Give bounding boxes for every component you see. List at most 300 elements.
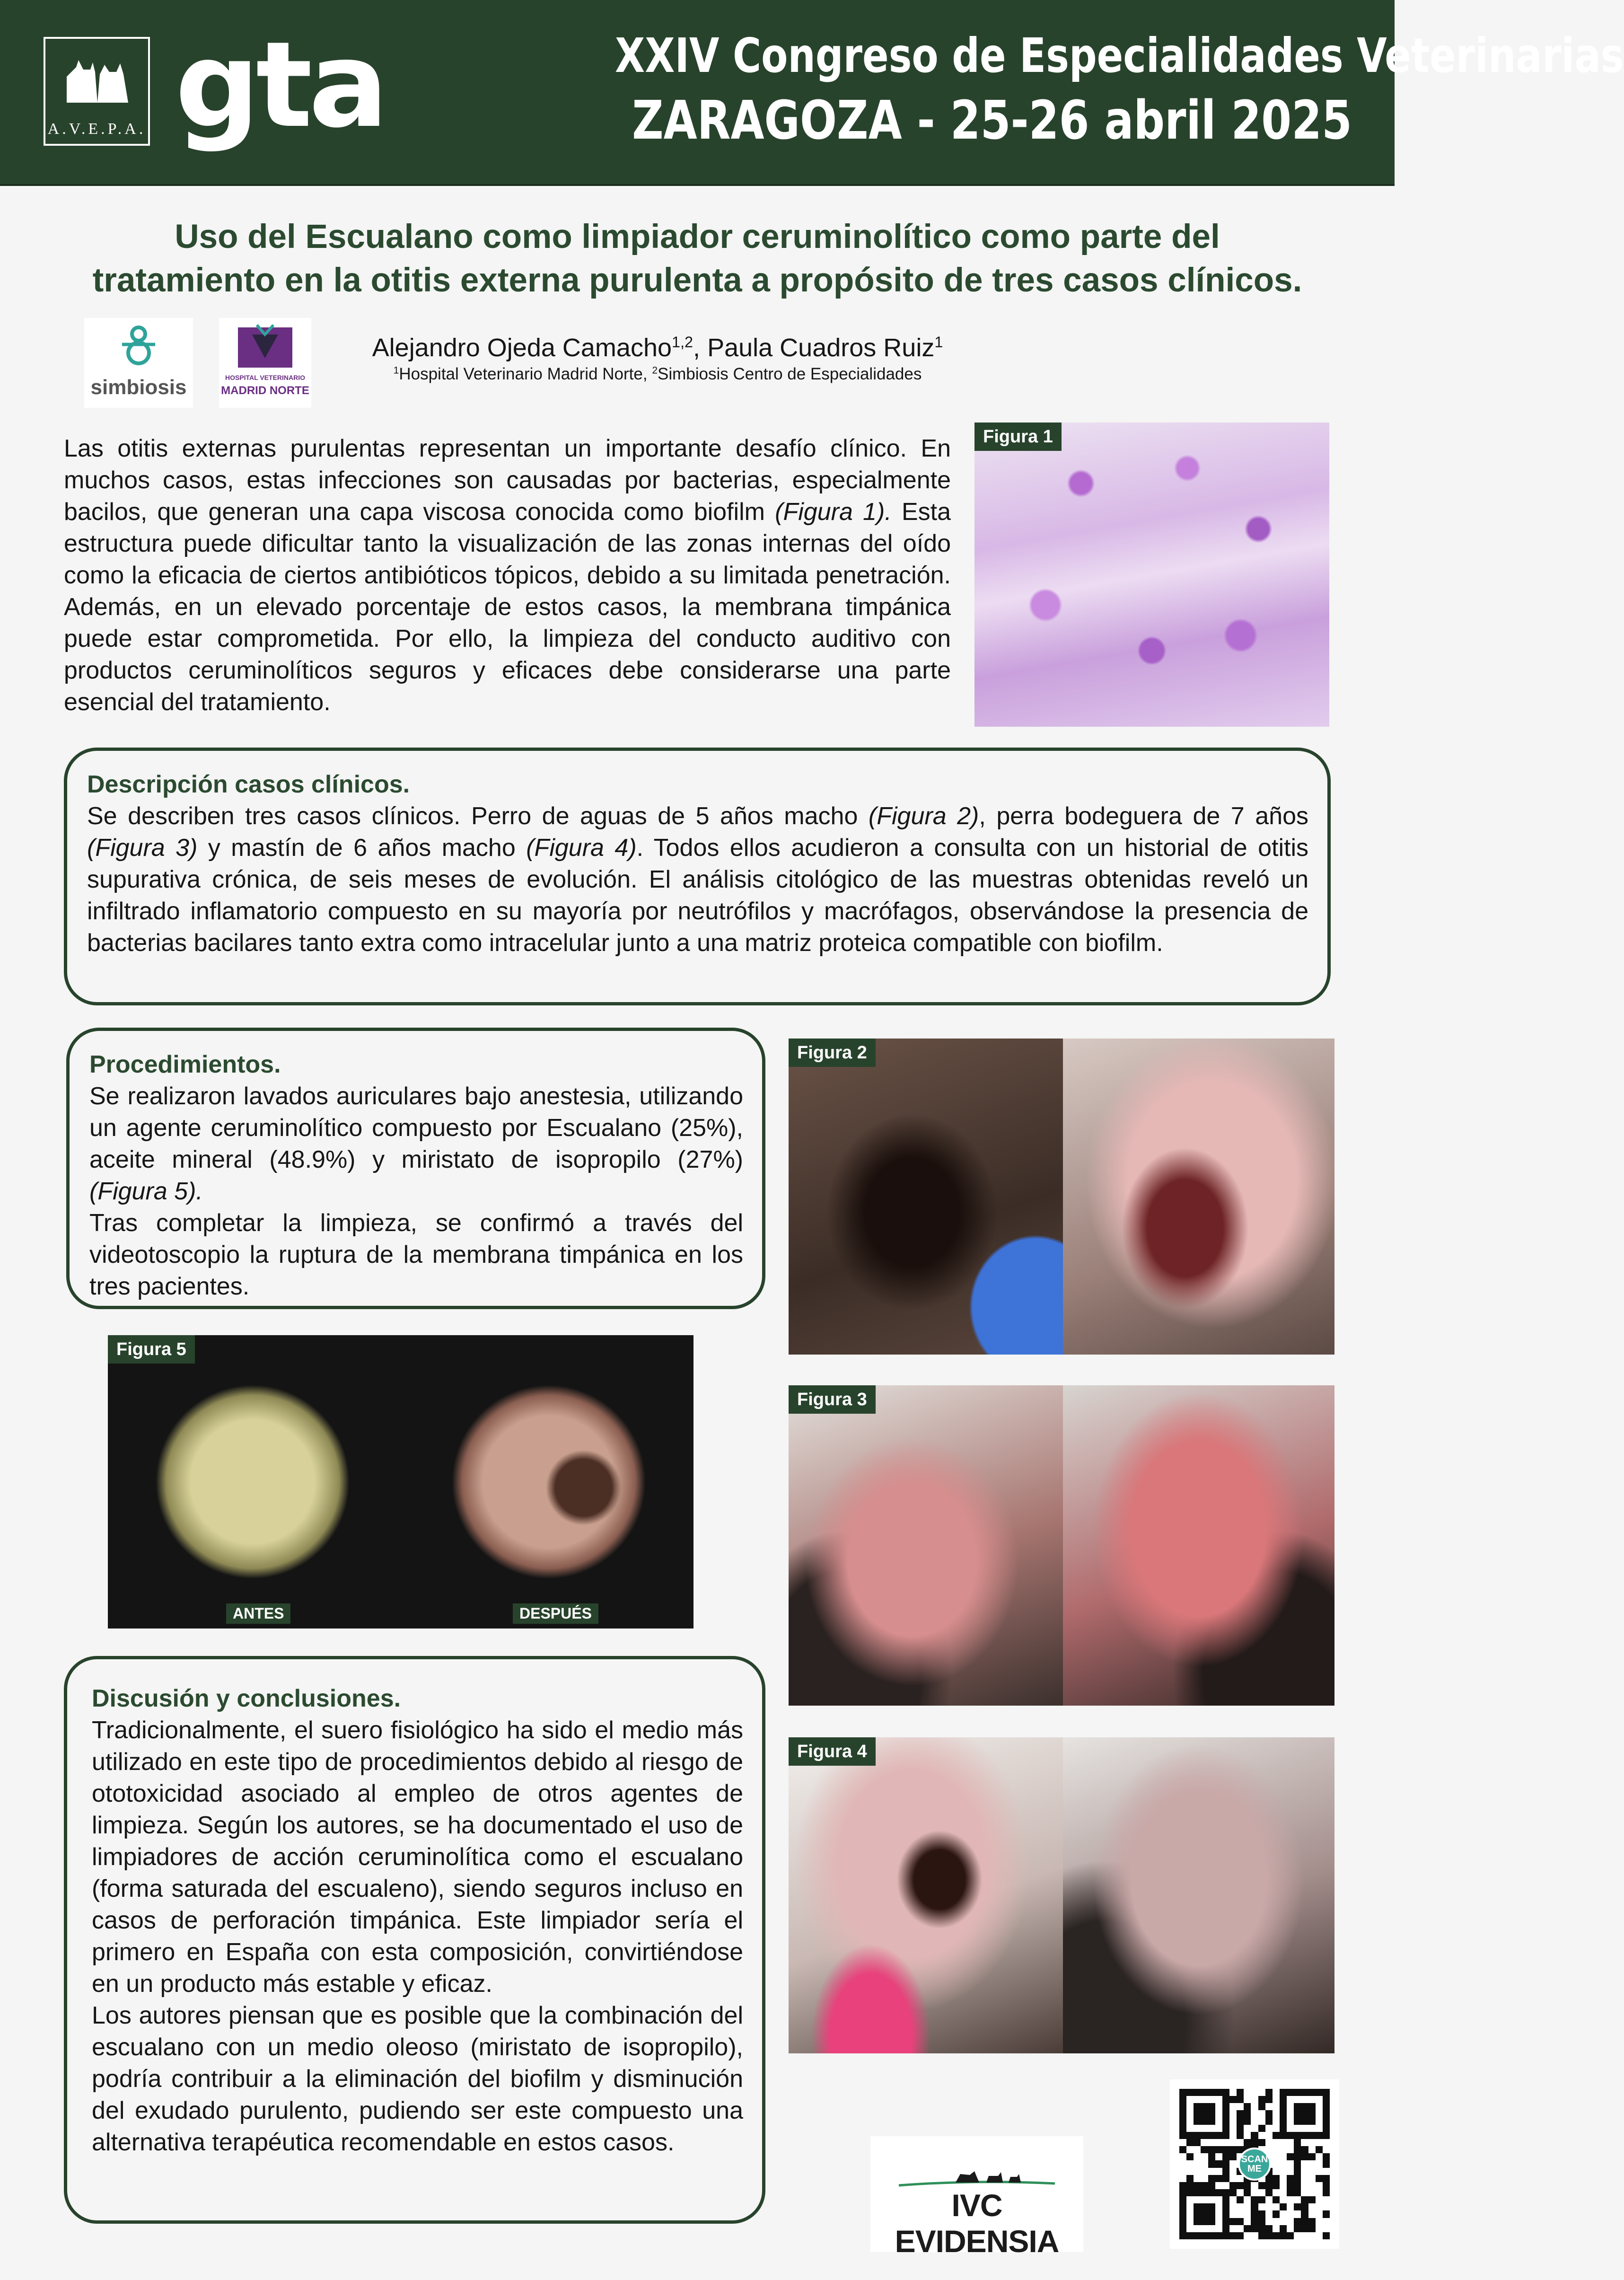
- qr-module: [1301, 2146, 1308, 2153]
- qr-module: [1186, 2196, 1194, 2203]
- qr-module: [1258, 2139, 1265, 2146]
- qr-module: [1323, 2160, 1330, 2167]
- qr-module: [1280, 2232, 1287, 2239]
- figure-2-ear-before-image: [789, 1039, 1063, 1355]
- qr-module: [1208, 2225, 1215, 2232]
- qr-module: [1208, 2160, 1215, 2167]
- qr-module: [1273, 2196, 1280, 2203]
- qr-module: [1222, 2225, 1229, 2232]
- qr-module: [1265, 2225, 1273, 2232]
- congress-title: [453, 24, 1624, 154]
- qr-module: [1208, 2232, 1215, 2239]
- qr-module: [1179, 2182, 1186, 2189]
- qr-module: [1301, 2089, 1308, 2096]
- qr-module: [1301, 2189, 1308, 2196]
- qr-module: [1237, 2232, 1244, 2239]
- qr-module: [1237, 2096, 1244, 2103]
- qr-module: [1237, 2203, 1244, 2210]
- qr-module: [1179, 2132, 1186, 2139]
- qr-module: [1323, 2110, 1330, 2117]
- qr-module: [1194, 2225, 1201, 2232]
- qr-module: [1280, 2218, 1287, 2225]
- qr-module: [1201, 2160, 1208, 2167]
- qr-module: [1273, 2096, 1280, 2103]
- qr-module: [1308, 2210, 1316, 2218]
- qr-module: [1201, 2210, 1208, 2218]
- qr-module: [1215, 2146, 1222, 2153]
- animals-icon: [64, 58, 131, 105]
- qr-module: [1294, 2182, 1301, 2189]
- madrid-norte-logo: [219, 318, 311, 408]
- qr-module: [1251, 2182, 1258, 2189]
- qr-module: [1265, 2210, 1273, 2218]
- qr-module: [1229, 2110, 1237, 2117]
- author-separator: ,: [693, 334, 708, 362]
- qr-module: [1201, 2139, 1208, 2146]
- qr-module: [1294, 2203, 1301, 2210]
- qr-module: [1301, 2218, 1308, 2225]
- qr-module: [1179, 2218, 1186, 2225]
- qr-module: [1215, 2139, 1222, 2146]
- before-caption: ANTES: [226, 1603, 290, 1624]
- qr-module: [1186, 2089, 1194, 2096]
- madrid-norte-text: MADRID NORTE: [221, 384, 309, 397]
- avepa-text: A.V.E.P.A.: [47, 120, 146, 138]
- author-2-affil: 1: [934, 334, 943, 351]
- qr-module: [1323, 2132, 1330, 2139]
- qr-module: [1280, 2118, 1287, 2125]
- qr-module: [1215, 2196, 1222, 2203]
- qr-module: [1194, 2153, 1201, 2160]
- qr-module: [1301, 2168, 1308, 2175]
- qr-module: [1308, 2096, 1316, 2103]
- qr-module: [1265, 2203, 1273, 2210]
- qr-module: [1294, 2132, 1301, 2139]
- qr-module: [1201, 2110, 1208, 2117]
- qr-module: [1179, 2146, 1186, 2153]
- qr-module: [1186, 2125, 1194, 2132]
- qr-module: [1301, 2160, 1308, 2167]
- qr-module: [1179, 2089, 1186, 2096]
- qr-module: [1301, 2096, 1308, 2103]
- qr-module: [1316, 2103, 1323, 2110]
- qr-module: [1201, 2218, 1208, 2225]
- qr-module: [1229, 2146, 1237, 2153]
- qr-module: [1265, 2139, 1273, 2146]
- qr-module: [1273, 2175, 1280, 2182]
- qr-module: [1186, 2225, 1194, 2232]
- qr-module: [1222, 2118, 1229, 2125]
- qr-module: [1316, 2196, 1323, 2203]
- qr-module: [1308, 2132, 1316, 2139]
- qr-code[interactable]: [1170, 2079, 1339, 2249]
- qr-module: [1308, 2189, 1316, 2196]
- qr-module: [1258, 2196, 1265, 2203]
- qr-module: [1186, 2203, 1194, 2210]
- qr-module: [1301, 2103, 1308, 2110]
- scan-me-badge: SCAN ME: [1238, 2148, 1271, 2181]
- figure-3-label: Figura 3: [789, 1385, 876, 1414]
- qr-module: [1280, 2182, 1287, 2189]
- figure-2-label: Figura 2: [789, 1039, 876, 1067]
- qr-module: [1222, 2089, 1229, 2096]
- qr-module: [1179, 2160, 1186, 2167]
- affil-2-num: 2: [652, 365, 658, 376]
- qr-module: [1201, 2096, 1208, 2103]
- clinical-text-1: Se describen tres casos clínicos. Perro de aguas de 5 años macho: [87, 802, 869, 830]
- qr-module: [1201, 2132, 1208, 2139]
- qr-module: [1294, 2096, 1301, 2103]
- qr-module: [1308, 2196, 1316, 2203]
- qr-module: [1280, 2096, 1287, 2103]
- qr-module: [1258, 2203, 1265, 2210]
- qr-module: [1179, 2210, 1186, 2218]
- qr-module: [1273, 2218, 1280, 2225]
- qr-module: [1201, 2175, 1208, 2182]
- qr-module: [1258, 2225, 1265, 2232]
- qr-module: [1287, 2232, 1294, 2239]
- intro-part-1: Las otitis externas purulentas representan un importante desafío clínico. En muchos casos, estas infecciones son causadas por bacterias, especialmente bacilos, que generan una capa viscosa conocida como biofilm: [64, 435, 951, 526]
- qr-module: [1215, 2125, 1222, 2132]
- qr-module: [1251, 2203, 1258, 2210]
- qr-module: [1229, 2182, 1237, 2189]
- qr-module: [1280, 2146, 1287, 2153]
- qr-module: [1251, 2196, 1258, 2203]
- qr-module: [1229, 2160, 1237, 2167]
- qr-module: [1222, 2160, 1229, 2167]
- qr-module: [1294, 2218, 1301, 2225]
- figure-1-label: Figura 1: [974, 423, 1062, 451]
- qr-module: [1316, 2168, 1323, 2175]
- qr-module: [1287, 2139, 1294, 2146]
- qr-module: [1244, 2096, 1251, 2103]
- qr-module: [1316, 2153, 1323, 2160]
- qr-module: [1186, 2132, 1194, 2139]
- qr-module: [1244, 2218, 1251, 2225]
- qr-module: [1194, 2218, 1201, 2225]
- qr-module: [1237, 2125, 1244, 2132]
- qr-module: [1280, 2089, 1287, 2096]
- qr-module: [1301, 2210, 1308, 2218]
- qr-module: [1215, 2132, 1222, 2139]
- clinical-cases-heading: Descripción casos clínicos.: [87, 771, 410, 798]
- qr-module: [1273, 2146, 1280, 2153]
- discussion-box: [64, 1656, 765, 2224]
- qr-module: [1323, 2153, 1330, 2160]
- title-line-1: Uso del Escualano como limpiador ceruminolítico como parte del: [175, 218, 1220, 255]
- qr-module: [1251, 2218, 1258, 2225]
- simbiosis-logo: [84, 318, 193, 408]
- qr-module: [1316, 2160, 1323, 2167]
- qr-module: [1265, 2175, 1273, 2182]
- qr-module: [1215, 2118, 1222, 2125]
- qr-module: [1215, 2096, 1222, 2103]
- qr-module: [1244, 2110, 1251, 2117]
- qr-module: [1316, 2118, 1323, 2125]
- qr-module: [1287, 2132, 1294, 2139]
- qr-module: [1229, 2196, 1237, 2203]
- qr-module: [1208, 2182, 1215, 2189]
- qr-module: [1215, 2103, 1222, 2110]
- qr-module: [1215, 2160, 1222, 2167]
- qr-module: [1194, 2175, 1201, 2182]
- procedures-text-1: [89, 1081, 743, 1207]
- qr-module: [1273, 2182, 1280, 2189]
- qr-module: [1222, 2210, 1229, 2218]
- qr-module: [1222, 2232, 1229, 2239]
- qr-module: [1186, 2160, 1194, 2167]
- qr-module: [1215, 2110, 1222, 2117]
- figure-1-cytology-image: [974, 423, 1329, 727]
- qr-module: [1244, 2203, 1251, 2210]
- qr-module: [1244, 2189, 1251, 2196]
- qr-module: [1323, 2125, 1330, 2132]
- clinical-text-4: . Todos ellos acudieron a consulta con un historial de otitis supurativa crónica, de seis meses de evolución. El análisis citológico de las muestras obtenidas reveló un infiltrado inflamatorio compuesto en su mayoría por neutrófilos y macrófagos, observándose la presencia de bacterias bacilares tanto extra como intracelular junto a una matriz proteica compatible con biofilm.: [87, 834, 1308, 957]
- qr-module: [1294, 2089, 1301, 2096]
- qr-module: [1251, 2118, 1258, 2125]
- qr-module: [1222, 2203, 1229, 2210]
- madrid-norte-icon: [238, 323, 292, 368]
- qr-module: [1265, 2118, 1273, 2125]
- after-caption: DESPUÉS: [513, 1603, 598, 1624]
- qr-module: [1222, 2110, 1229, 2117]
- qr-module: [1323, 2168, 1330, 2175]
- discussion-paragraph-2: Los autores piensan que es posible que la combinación del escualano con un medio oleoso (miristato de isopropilo), podría contribuir a la eliminación del biofilm y disminución del exudado purulento, pudiendo ser este compuesto una alternativa terapéutica recomendable en estos casos.: [92, 2002, 743, 2156]
- qr-module: [1287, 2096, 1294, 2103]
- qr-module: [1179, 2125, 1186, 2132]
- qr-module: [1186, 2232, 1194, 2239]
- qr-module: [1208, 2168, 1215, 2175]
- affil-1: Hospital Veterinario Madrid Norte,: [399, 365, 652, 383]
- qr-module: [1308, 2168, 1316, 2175]
- qr-module: [1208, 2146, 1215, 2153]
- qr-module: [1301, 2132, 1308, 2139]
- clinical-cases-text: [87, 801, 1308, 959]
- qr-module: [1316, 2225, 1323, 2232]
- qr-module: [1316, 2139, 1323, 2146]
- congress-line-1: XXIV Congreso de Especialidades Veterinarias: [615, 28, 1624, 83]
- qr-module: [1244, 2210, 1251, 2218]
- qr-module: [1208, 2153, 1215, 2160]
- qr-module: [1258, 2110, 1265, 2117]
- qr-module: [1194, 2210, 1201, 2218]
- qr-module: [1179, 2139, 1186, 2146]
- affil-2: Simbiosis Centro de Especialidades: [658, 365, 922, 383]
- qr-module: [1316, 2189, 1323, 2196]
- qr-module: [1194, 2118, 1201, 2125]
- qr-module: [1258, 2218, 1265, 2225]
- qr-module: [1258, 2089, 1265, 2096]
- qr-module: [1287, 2110, 1294, 2117]
- qr-module: [1237, 2118, 1244, 2125]
- qr-module: [1287, 2225, 1294, 2232]
- qr-module: [1280, 2196, 1287, 2203]
- qr-module: [1201, 2196, 1208, 2203]
- qr-module: [1222, 2153, 1229, 2160]
- qr-module: [1179, 2203, 1186, 2210]
- qr-module: [1273, 2089, 1280, 2096]
- qr-module: [1308, 2225, 1316, 2232]
- qr-module: [1294, 2168, 1301, 2175]
- qr-module: [1280, 2132, 1287, 2139]
- author-1-affil: 1,2: [672, 334, 693, 351]
- qr-module: [1194, 2132, 1201, 2139]
- qr-module: [1208, 2175, 1215, 2182]
- qr-module: [1229, 2139, 1237, 2146]
- qr-module: [1186, 2153, 1194, 2160]
- qr-module: [1280, 2160, 1287, 2167]
- figure-5-label: Figura 5: [108, 1335, 195, 1364]
- qr-module: [1287, 2182, 1294, 2189]
- qr-module: [1265, 2132, 1273, 2139]
- qr-module: [1194, 2139, 1201, 2146]
- qr-module: [1229, 2103, 1237, 2110]
- qr-module: [1301, 2139, 1308, 2146]
- qr-module: [1208, 2103, 1215, 2110]
- animals-silhouette-icon: [899, 2169, 1055, 2188]
- figure-2-ref: (Figura 2): [868, 802, 979, 830]
- qr-module: [1258, 2210, 1265, 2218]
- qr-module: [1258, 2189, 1265, 2196]
- clinical-cases-box: [64, 748, 1331, 1005]
- qr-module: [1194, 2189, 1201, 2196]
- qr-module: [1194, 2110, 1201, 2117]
- qr-module: [1229, 2232, 1237, 2239]
- qr-module: [1308, 2125, 1316, 2132]
- qr-module: [1237, 2132, 1244, 2139]
- qr-module: [1316, 2218, 1323, 2225]
- qr-module: [1251, 2189, 1258, 2196]
- qr-module: [1215, 2182, 1222, 2189]
- qr-module: [1222, 2196, 1229, 2203]
- qr-module: [1229, 2153, 1237, 2160]
- qr-module: [1280, 2103, 1287, 2110]
- qr-module: [1215, 2203, 1222, 2210]
- qr-module: [1265, 2218, 1273, 2225]
- qr-module: [1280, 2168, 1287, 2175]
- qr-module: [1287, 2125, 1294, 2132]
- qr-module: [1280, 2189, 1287, 2196]
- qr-module: [1244, 2196, 1251, 2203]
- qr-module: [1215, 2210, 1222, 2218]
- qr-module: [1229, 2218, 1237, 2225]
- qr-module: [1308, 2232, 1316, 2239]
- qr-module: [1215, 2089, 1222, 2096]
- qr-module: [1287, 2210, 1294, 2218]
- qr-module: [1280, 2125, 1287, 2132]
- qr-module: [1265, 2182, 1273, 2189]
- qr-module: [1244, 2132, 1251, 2139]
- qr-module: [1323, 2196, 1330, 2203]
- qr-module: [1316, 2182, 1323, 2189]
- qr-module: [1294, 2189, 1301, 2196]
- qr-module: [1208, 2203, 1215, 2210]
- qr-module: [1251, 2225, 1258, 2232]
- qr-module: [1237, 2110, 1244, 2117]
- intro-part-2: Esta estructura puede dificultar tanto la visualización de las zonas internas del oído como la eficacia de ciertos antibióticos tópicos, debido a su limitada penetración. Además, en un elevado porcentaje de estos casos, la membrana timpánica puede estar comprometida. Por ello, la limpieza del conducto auditivo con productos ceruminolíticos seguros y eficaces debe considerarse una parte esencial del tratamiento.: [64, 498, 951, 716]
- qr-module: [1287, 2089, 1294, 2096]
- qr-module: [1222, 2168, 1229, 2175]
- qr-module: [1265, 2196, 1273, 2203]
- qr-module: [1194, 2168, 1201, 2175]
- qr-module: [1265, 2089, 1273, 2096]
- qr-module: [1222, 2096, 1229, 2103]
- qr-module: [1237, 2089, 1244, 2096]
- qr-module: [1316, 2232, 1323, 2239]
- figure-5-before-image: [108, 1335, 397, 1629]
- qr-module: [1251, 2096, 1258, 2103]
- qr-module: [1201, 2203, 1208, 2210]
- qr-module: [1258, 2125, 1265, 2132]
- figure-4-ear-before-image: [789, 1737, 1063, 2053]
- qr-module: [1186, 2182, 1194, 2189]
- ivc-evidensia-logo: [870, 2136, 1083, 2259]
- qr-module: [1287, 2175, 1294, 2182]
- qr-module: [1222, 2182, 1229, 2189]
- qr-module: [1208, 2125, 1215, 2132]
- procedures-text-2: Tras completar la limpieza, se confirmó a través del videotoscopio la ruptura de la membrana timpánica en los tres pacientes.: [89, 1209, 743, 1300]
- qr-module: [1294, 2175, 1301, 2182]
- qr-module: [1179, 2225, 1186, 2232]
- qr-module: [1229, 2175, 1237, 2182]
- qr-module: [1186, 2096, 1194, 2103]
- qr-module: [1308, 2110, 1316, 2117]
- qr-module: [1323, 2182, 1330, 2189]
- qr-module: [1244, 2225, 1251, 2232]
- qr-module: [1301, 2125, 1308, 2132]
- qr-module: [1258, 2103, 1265, 2110]
- qr-module: [1273, 2153, 1280, 2160]
- qr-module: [1323, 2210, 1330, 2218]
- qr-module: [1294, 2210, 1301, 2218]
- qr-module: [1301, 2153, 1308, 2160]
- authors: [326, 331, 989, 364]
- qr-module: [1215, 2189, 1222, 2196]
- procedures-box: [66, 1028, 765, 1309]
- qr-module: [1194, 2203, 1201, 2210]
- qr-module: [1208, 2132, 1215, 2139]
- qr-module: [1287, 2160, 1294, 2167]
- qr-module: [1244, 2118, 1251, 2125]
- qr-module: [1251, 2210, 1258, 2218]
- simbiosis-icon: [117, 325, 160, 372]
- congress-line-2: ZARAGOZA - 25-26 abril 2025: [632, 90, 1352, 151]
- qr-module: [1194, 2232, 1201, 2239]
- qr-module: [1294, 2139, 1301, 2146]
- qr-module: [1237, 2189, 1244, 2196]
- qr-module: [1287, 2146, 1294, 2153]
- poster-header: [0, 0, 1624, 186]
- qr-module: [1301, 2182, 1308, 2189]
- qr-module: [1280, 2139, 1287, 2146]
- qr-module: [1222, 2132, 1229, 2139]
- ivc-evidensia-text: IVC EVIDENSIA: [895, 2188, 1059, 2259]
- qr-module: [1280, 2225, 1287, 2232]
- qr-module: [1229, 2225, 1237, 2232]
- qr-module: [1251, 2089, 1258, 2096]
- qr-module: [1294, 2118, 1301, 2125]
- qr-module: [1208, 2218, 1215, 2225]
- qr-module: [1273, 2232, 1280, 2239]
- qr-module: [1265, 2103, 1273, 2110]
- qr-module: [1194, 2146, 1201, 2153]
- qr-module: [1323, 2118, 1330, 2125]
- qr-module: [1201, 2189, 1208, 2196]
- qr-module: [1273, 2225, 1280, 2232]
- qr-module: [1287, 2153, 1294, 2160]
- figure-5-after-image: [404, 1335, 693, 1629]
- qr-module: [1316, 2110, 1323, 2117]
